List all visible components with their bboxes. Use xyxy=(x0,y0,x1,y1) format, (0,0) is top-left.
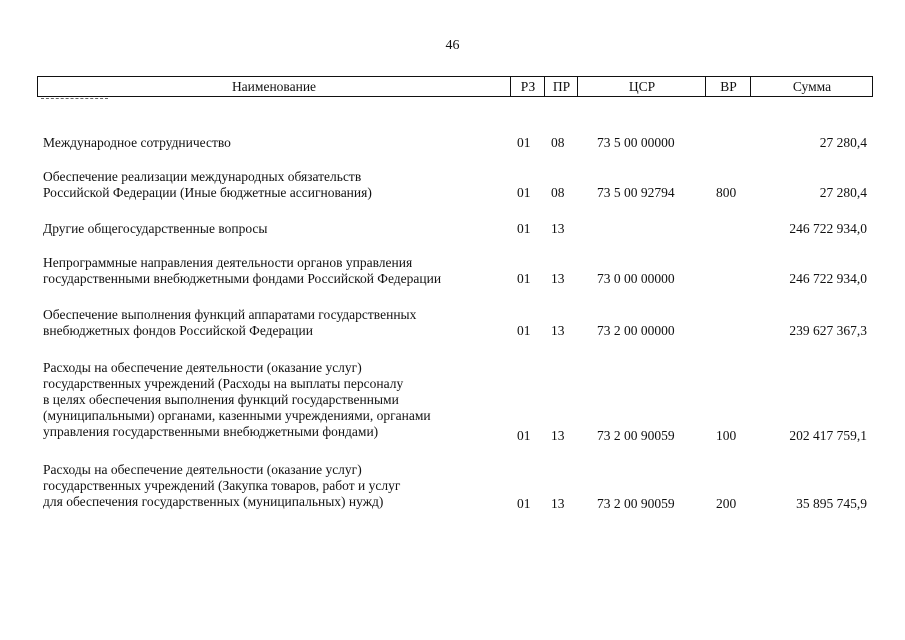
row-sum: 246 722 934,0 xyxy=(789,271,867,286)
table-header xyxy=(37,76,873,97)
row-sum: 27 280,4 xyxy=(819,135,867,150)
row-csr: 73 5 00 00000 xyxy=(597,135,675,150)
table-row xyxy=(0,169,905,201)
row-vr: 100 xyxy=(716,428,737,443)
row-rz: 01 xyxy=(517,221,531,236)
row-rz: 01 xyxy=(517,135,531,150)
header-vr: ВР xyxy=(705,77,751,96)
row-pr: 13 xyxy=(551,221,565,236)
page-number: 46 xyxy=(445,38,460,53)
row-sum: 239 627 367,3 xyxy=(789,323,867,338)
row-rz: 01 xyxy=(517,271,531,286)
row-csr: 73 0 00 00000 xyxy=(597,271,675,286)
header-sum: Сумма xyxy=(750,77,873,96)
row-name: Расходы на обеспечение деятельности (оказание услуг) государственных учреждений (Расходы на выплаты персоналу в целях обеспечения выполнения функций государственными (муниципальными) органами, казенными учреждениями, органами управления государственными внебюджетными фондами) xyxy=(43,360,431,439)
row-csr: 73 2 00 00000 xyxy=(597,323,675,338)
row-csr: 73 5 00 92794 xyxy=(597,185,675,200)
row-pr: 13 xyxy=(551,428,565,443)
row-pr: 13 xyxy=(551,323,565,338)
row-rz: 01 xyxy=(517,428,531,443)
header-rz: РЗ xyxy=(510,77,545,96)
row-csr: 73 2 00 90059 xyxy=(597,496,675,511)
table-row xyxy=(0,221,905,237)
row-name: Расходы на обеспечение деятельности (оказание услуг) государственных учреждений (Закупка товаров, работ и услуг для обеспечения государственных (муниципальных) нужд) xyxy=(43,462,401,509)
row-vr: 800 xyxy=(716,185,737,200)
row-sum: 202 417 759,1 xyxy=(789,428,867,443)
row-pr: 13 xyxy=(551,271,565,286)
header-pr: ПР xyxy=(544,77,578,96)
row-pr: 08 xyxy=(551,135,565,150)
row-name: Другие общегосударственные вопросы xyxy=(43,221,268,236)
header-underline-mark xyxy=(41,98,108,99)
table-row xyxy=(0,360,905,444)
table-row xyxy=(0,307,905,339)
table-row xyxy=(0,135,905,151)
row-csr: 73 2 00 90059 xyxy=(597,428,675,443)
table-row xyxy=(0,462,905,512)
table-row xyxy=(0,255,905,287)
row-name: Обеспечение выполнения функций аппаратами государственных внебюджетных фондов Российской Федерации xyxy=(43,307,417,338)
row-sum: 35 895 745,9 xyxy=(796,496,867,511)
row-sum: 246 722 934,0 xyxy=(789,221,867,236)
header-csr: ЦСР xyxy=(577,77,706,96)
row-rz: 01 xyxy=(517,496,531,511)
row-pr: 13 xyxy=(551,496,565,511)
row-rz: 01 xyxy=(517,185,531,200)
row-name: Обеспечение реализации международных обязательств Российской Федерации (Иные бюджетные ассигнования) xyxy=(43,169,372,200)
row-name: Международное сотрудничество xyxy=(43,135,231,150)
row-rz: 01 xyxy=(517,323,531,338)
row-sum: 27 280,4 xyxy=(819,185,867,200)
row-pr: 08 xyxy=(551,185,565,200)
row-name: Непрограммные направления деятельности органов управления государственными внебюджетными фондами Российской Федерации xyxy=(43,255,442,286)
row-vr: 200 xyxy=(716,496,737,511)
header-name: Наименование xyxy=(231,79,317,94)
